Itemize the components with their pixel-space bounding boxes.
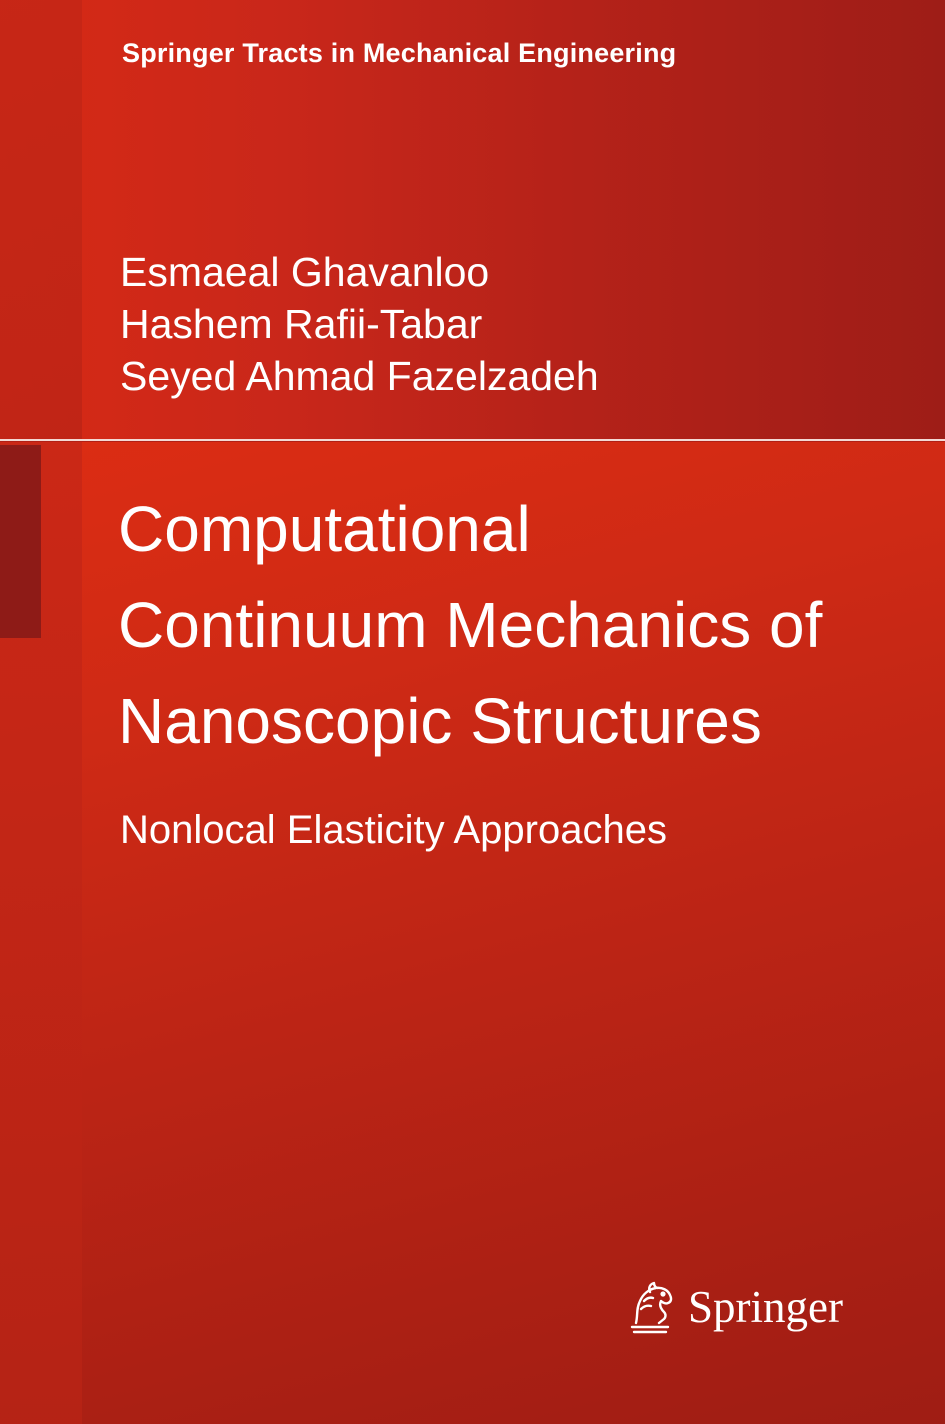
cover-top-left-strip	[0, 0, 82, 440]
author-list	[120, 246, 599, 402]
title-line: Computational	[118, 493, 531, 565]
horizontal-divider	[0, 439, 945, 441]
publisher-logo	[626, 1276, 843, 1338]
author-name: Hashem Rafii-Tabar	[120, 301, 483, 347]
book-title	[118, 481, 822, 769]
title-line: Continuum Mechanics of	[118, 589, 823, 661]
series-title: Springer Tracts in Mechanical Engineering	[122, 38, 677, 68]
side-accent-tab	[0, 445, 41, 638]
publisher-name: Springer	[688, 1282, 843, 1332]
book-subtitle: Nonlocal Elasticity Approaches	[120, 808, 667, 852]
title-line: Nanoscopic Structures	[118, 685, 762, 757]
horse-head-icon	[626, 1279, 680, 1335]
author-name: Seyed Ahmad Fazelzadeh	[120, 353, 599, 399]
author-name: Esmaeal Ghavanloo	[120, 249, 490, 295]
